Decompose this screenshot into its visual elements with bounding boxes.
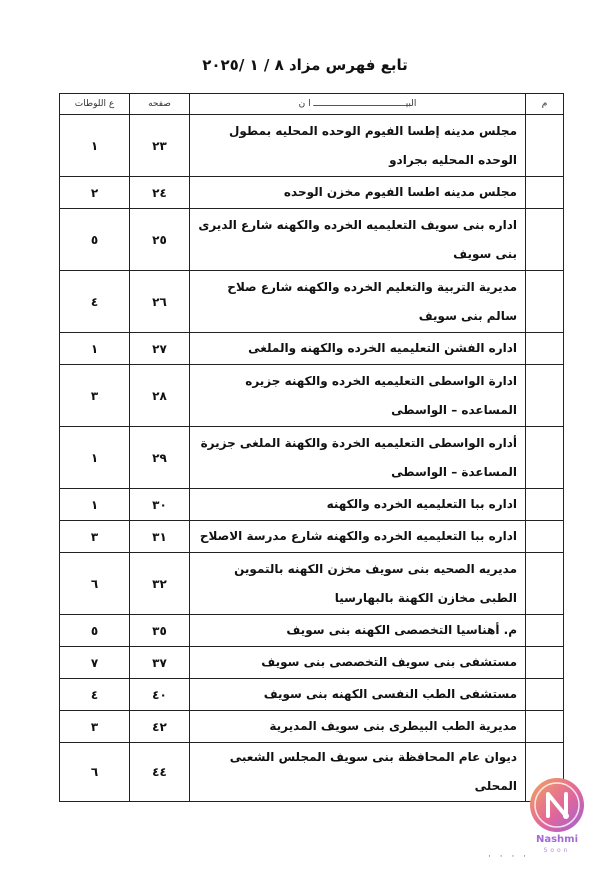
header-lot-count: ع اللوطات: [60, 94, 130, 115]
logo-name: Nashmi: [535, 834, 579, 845]
row-page: ٢٨: [130, 365, 190, 427]
row-page: ٢٦: [130, 271, 190, 333]
logo-emblem-icon: [530, 778, 584, 832]
row-description: م. أهناسيا التخصصى الكهنه بنى سويف: [190, 615, 526, 647]
row-page: ٢٣: [130, 115, 190, 177]
row-page: ٤٠: [130, 679, 190, 711]
row-lot-count: ٣: [60, 711, 130, 743]
auction-index-table: [59, 93, 564, 802]
row-lot-count: ٥: [60, 615, 130, 647]
row-lot-count: ٤: [60, 679, 130, 711]
row-page: ٢٩: [130, 427, 190, 489]
row-page: ٣١: [130, 521, 190, 553]
row-lot-count: ١: [60, 115, 130, 177]
row-description: أداره الواسطى التعليميه الخردة والكهنة الملغى جزيرة المساعدة – الواسطى: [190, 427, 526, 489]
logo-subtitle: Soon: [543, 847, 571, 854]
row-number: [526, 615, 564, 647]
watermark-logo: [526, 778, 588, 860]
row-page: ٢٥: [130, 209, 190, 271]
row-number: [526, 427, 564, 489]
table-row: [60, 271, 564, 333]
row-description: مجلس مدينه إطسا الفيوم الوحده المحليه بمطول الوحده المحليه بجرادو: [190, 115, 526, 177]
row-page: ٣٧: [130, 647, 190, 679]
row-number: [526, 711, 564, 743]
header-page: صفحه: [130, 94, 190, 115]
row-lot-count: ٣: [60, 521, 130, 553]
row-page: ٤٤: [130, 743, 190, 802]
row-lot-count: ٥: [60, 209, 130, 271]
table-row: [60, 333, 564, 365]
row-lot-count: ٦: [60, 553, 130, 615]
row-page: ٤٢: [130, 711, 190, 743]
table-row: [60, 743, 564, 802]
table-row: [60, 647, 564, 679]
row-number: [526, 333, 564, 365]
row-number: [526, 679, 564, 711]
table-row: [60, 115, 564, 177]
row-number: [526, 271, 564, 333]
row-page: ٣٥: [130, 615, 190, 647]
row-number: [526, 521, 564, 553]
header-description: البيـــــــــــــــــــــــــــــــــــ ا ن: [190, 94, 526, 115]
table-row: [60, 553, 564, 615]
row-description: مديرية التربية والتعليم الخرده والكهنه شارع صلاح سالم بنى سويف: [190, 271, 526, 333]
row-description: اداره الفشن التعليميه الخرده والكهنه والملغى: [190, 333, 526, 365]
row-lot-count: ١: [60, 427, 130, 489]
row-lot-count: ٣: [60, 365, 130, 427]
row-number: [526, 177, 564, 209]
table-row: [60, 209, 564, 271]
row-description: مجلس مدينه اطسا الفيوم مخزن الوحده: [190, 177, 526, 209]
row-lot-count: ١: [60, 333, 130, 365]
row-number: [526, 647, 564, 679]
row-description: ادارة الواسطى التعليميه الخرده والكهنه جزيره المساعده – الواسطى: [190, 365, 526, 427]
table-row: [60, 521, 564, 553]
table-row: [60, 427, 564, 489]
table-row: [60, 711, 564, 743]
row-page: ٢٧: [130, 333, 190, 365]
row-number: [526, 209, 564, 271]
table-row: [60, 489, 564, 521]
row-lot-count: ٧: [60, 647, 130, 679]
row-page: ٢٤: [130, 177, 190, 209]
row-lot-count: ٤: [60, 271, 130, 333]
page-title: تابع فهرس مزاد ٨ / ١ /٢٠٢٥: [202, 56, 408, 74]
row-description: مديريه الصحيه بنى سويف مخزن الكهنه بالتموين الطبى مخازن الكهنة بالبهارسيا: [190, 553, 526, 615]
row-lot-count: ٦: [60, 743, 130, 802]
row-description: مديرية الطب البيطرى بنى سويف المديرية: [190, 711, 526, 743]
row-description: ديوان عام المحافظة بنى سويف المجلس الشعبى المحلى: [190, 743, 526, 802]
row-page: ٣٠: [130, 489, 190, 521]
row-description: مستشفى بنى سويف التخصصى بنى سويف: [190, 647, 526, 679]
row-description: اداره ببا التعليميه الخرده والكهنه: [190, 489, 526, 521]
row-number: [526, 115, 564, 177]
table-row: [60, 177, 564, 209]
row-description: اداره ببا التعليميه الخرده والكهنه شارع مدرسة الاصلاح: [190, 521, 526, 553]
row-number: [526, 365, 564, 427]
row-lot-count: ٢: [60, 177, 130, 209]
table-row: [60, 365, 564, 427]
table-row: [60, 679, 564, 711]
table-row: [60, 615, 564, 647]
row-page: ٣٢: [130, 553, 190, 615]
header-number: م: [526, 94, 564, 115]
row-number: [526, 553, 564, 615]
row-lot-count: ١: [60, 489, 130, 521]
row-number: [526, 489, 564, 521]
table-header-row: [60, 94, 564, 115]
page-dots-decoration: · · · ·: [488, 852, 530, 862]
row-description: مستشفى الطب النفسى الكهنه بنى سويف: [190, 679, 526, 711]
row-description: اداره بنى سويف التعليميه الخرده والكهنه شارع الديرى بنى سويف: [190, 209, 526, 271]
